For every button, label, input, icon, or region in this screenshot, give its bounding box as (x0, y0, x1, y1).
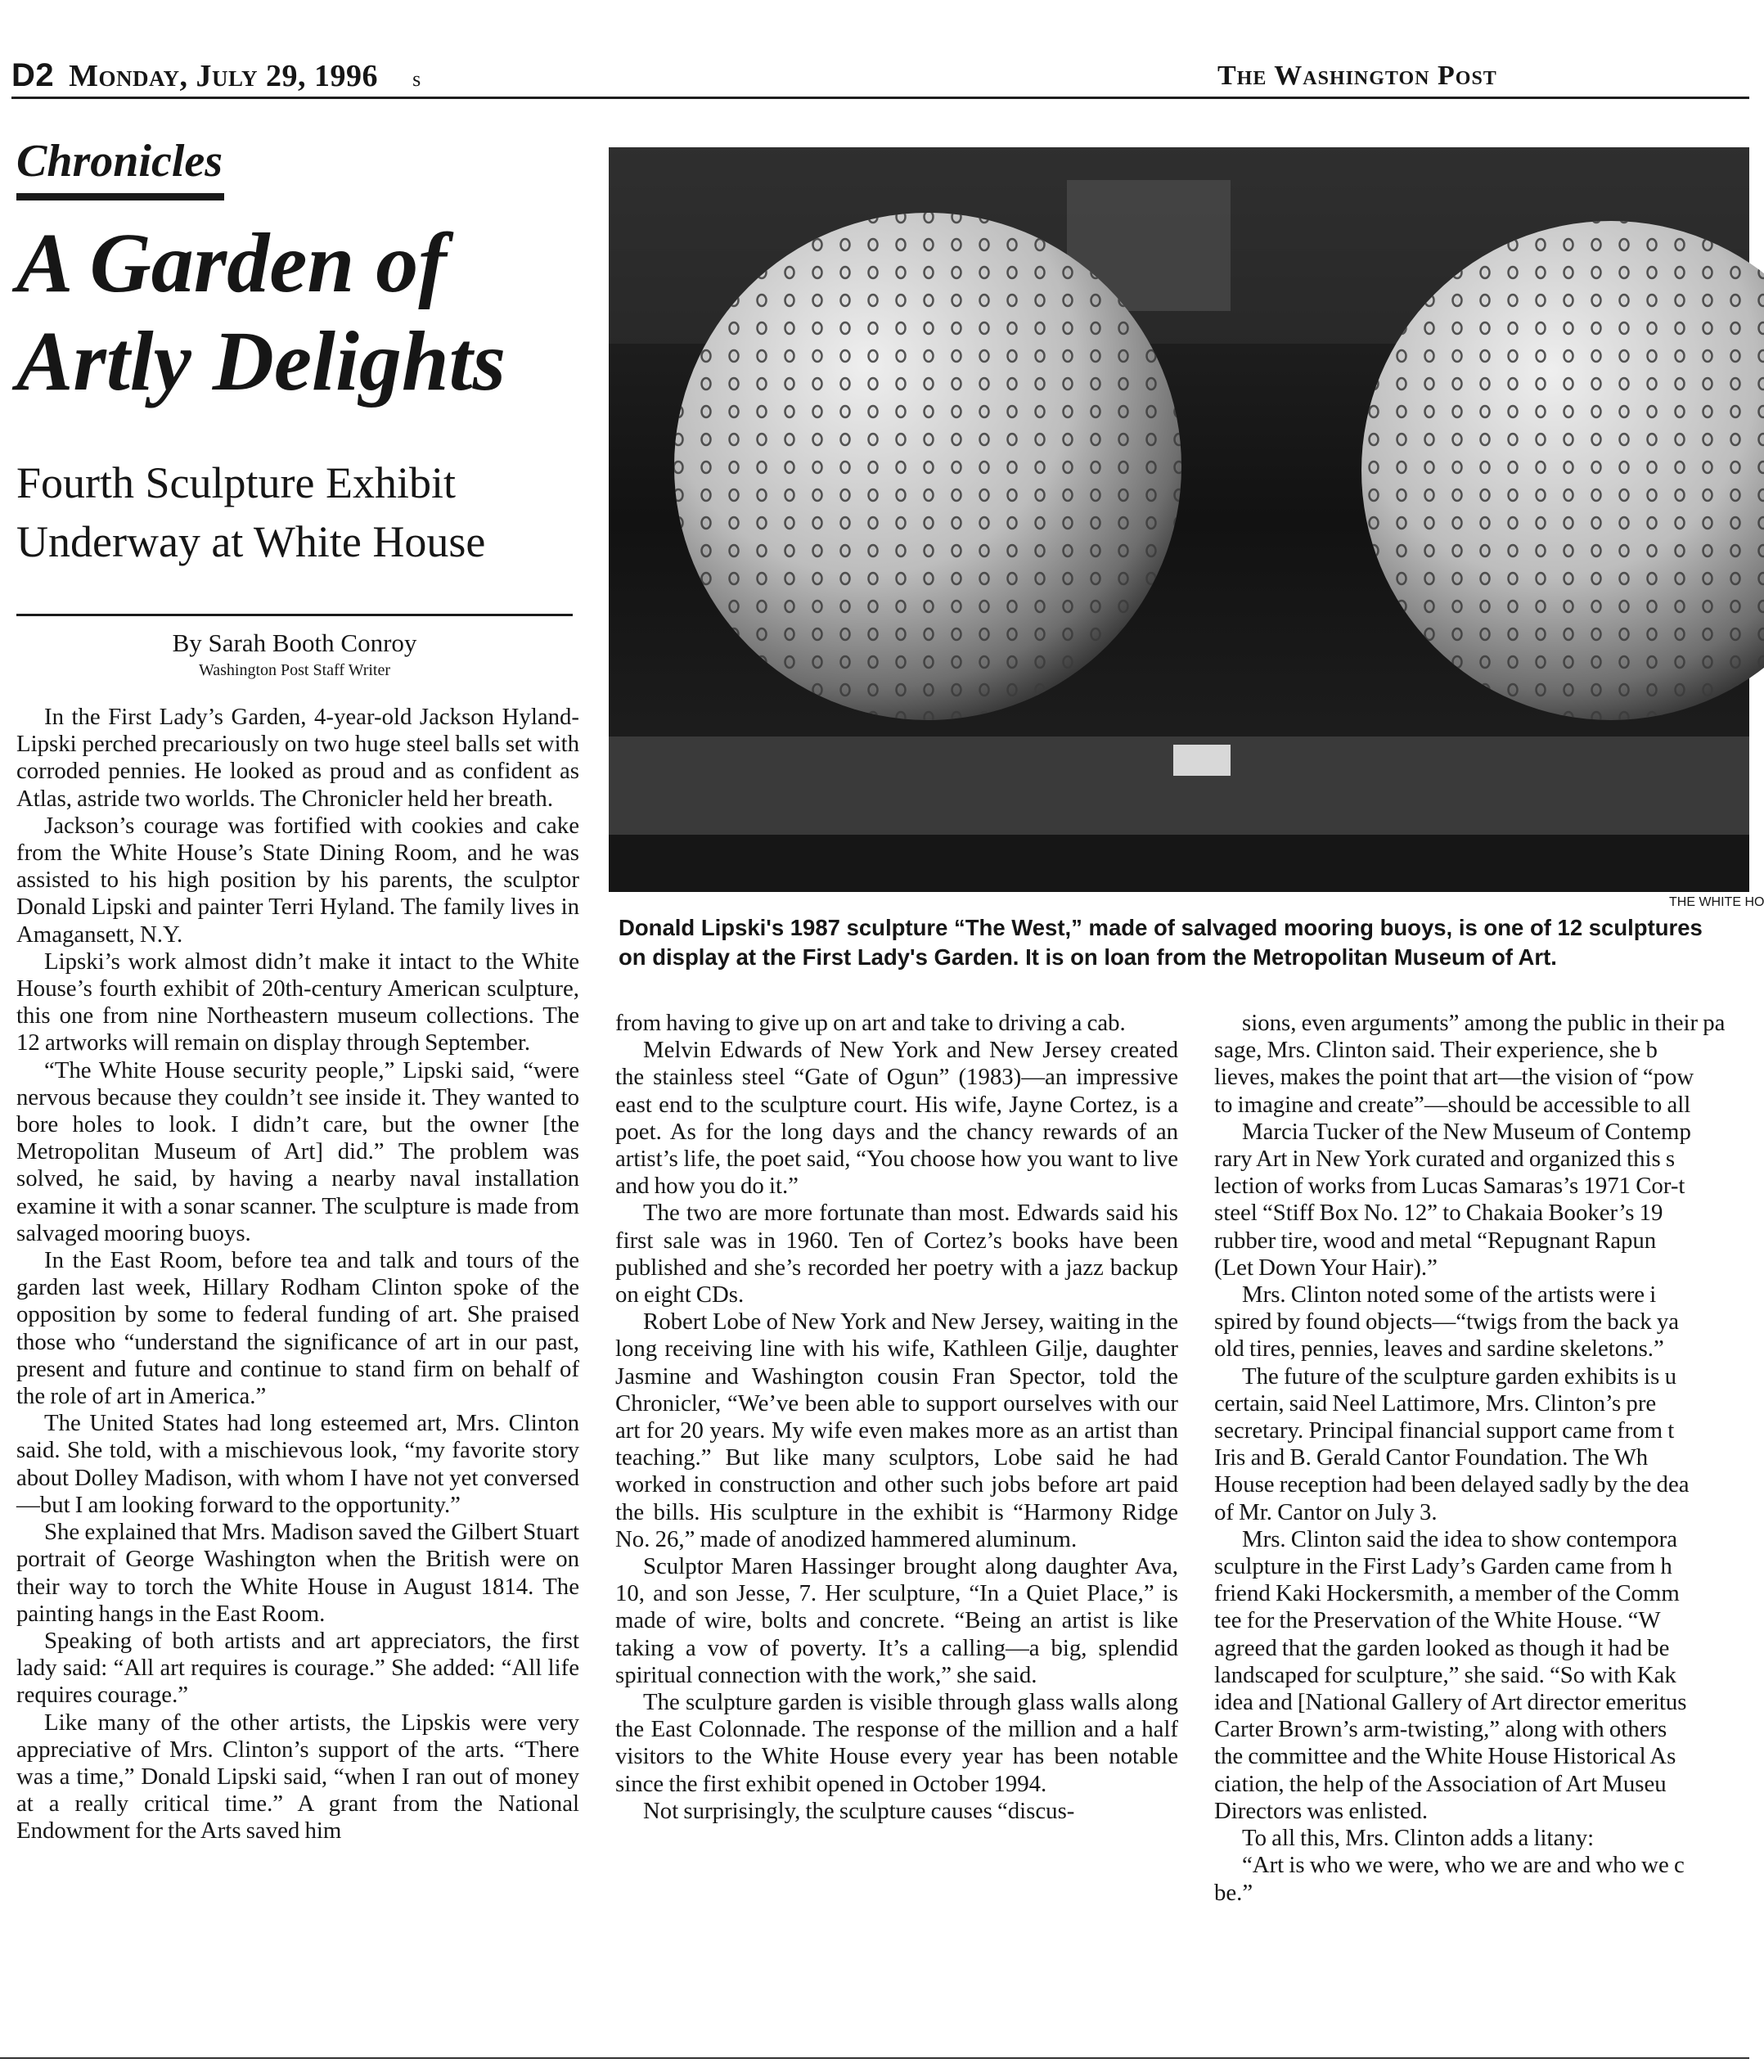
subhead: Fourth Sculpture Exhibit Underway at White House (16, 458, 486, 566)
paragraph: The sculpture garden is visible through glass walls along the East Colonnade. The response of the million and a half visitors to the White House every year has been notable since the first exhibit opened in October 1994. (615, 1689, 1178, 1797)
byline: By Sarah Booth Conroy (172, 628, 417, 657)
section-rule (16, 193, 224, 200)
sculpture-photo (609, 147, 1749, 892)
section-label: Chronicles (16, 136, 223, 187)
headline: A Garden of Artly Delights (16, 216, 506, 408)
paragraph: She explained that Mrs. Madison saved the Gilbert Stuart portrait of George Washington when the British were on their way to torch the White House in August 1814. The painting hangs in the East Room. (16, 1519, 579, 1627)
newspaper-name: The Washington Post (1217, 61, 1497, 91)
paragraph: In the First Lady’s Garden, 4-year-old Jackson Hyland-Lipski perched precariously on two huge steel balls set with corroded pennies. He looked as proud and as confident as Atlas, astride two worlds. The Chronicler held her breath. (16, 704, 579, 812)
byline-title: Washington Post Staff Writer (198, 661, 391, 679)
edition-mark: s (412, 67, 421, 91)
article-column-3 (1214, 1010, 1749, 2033)
paragraph: The future of the sculpture garden exhibits is u certain, said Neel Lattimore, Mrs. Clinton’s pre secretary. Principal financial support came from t Iris and B. Gerald Cantor Foundation. The Wh House reception had been delayed sadly by the dea of Mr. Cantor on July 3. (1214, 1363, 1690, 1525)
paragraph: Robert Lobe of New York and New Jersey, waiting in the long receiving line with his wife, Kathleen Gilje, daughter Jasmine and Washington cousin Fran Spector, told the Chronicler, “We’ve been able to support ourselves with our art for 20 years. My wife even makes more as an artist than teaching.” But like many sculptors, Lobe said he had worked in construction and other such jobs before art paid the bills. His sculpture in the exhibit is “Harmony Ridge No. 26,” made of anodized hammered aluminum. (615, 1309, 1178, 1552)
paragraph: “Art is who we were, who we are and who we c be.” (1214, 1852, 1685, 1906)
paragraph: In the East Room, before tea and talk and tours of the garden last week, Hillary Rodham Clinton spoke of the opposition by some to federal funding of art. She praised those who “understand the significance of art in our past, present and future and continue to stand firm on behalf of the role of art in America.” (16, 1247, 579, 1410)
photo-credit: THE WHITE HO (1669, 895, 1764, 909)
paragraph: Like many of the other artists, the Lipskis were very appreciative of Mrs. Clinton’s support of the arts. “There was a time,” Donald Lipski said, “when I ran out of money at a really critical time.” A grant from the National Endowment for the Arts saved him (16, 1709, 579, 1845)
masthead-left (11, 57, 421, 94)
caption-line-1: Donald Lipski's 1987 sculpture “The West,” made of salvaged mooring buoys, is one of 12 sculptures (619, 915, 1703, 940)
page-bottom-rule (0, 2057, 1749, 2059)
paragraph: from having to give up on art and take to driving a cab. (615, 1010, 1126, 1036)
paragraph: sions, even arguments” among the public in their pa sage, Mrs. Clinton said. Their experience, she b lieves, makes the point that art—the vision of “pow to imagine and create”—should be accessible to all (1214, 1010, 1726, 1118)
masthead-rule (11, 97, 1749, 99)
article-column-1 (16, 704, 579, 2033)
issue-date: Monday, July 29, 1996 (69, 59, 379, 93)
paragraph: Jackson’s courage was fortified with cookies and cake from the White House’s State Dining Room, and he was assisted to his high position by his parents, the sculptor Donald Lipski and painter Terri Hyland. The family lives in Amagansett, N.Y. (16, 812, 579, 948)
paragraph: Speaking of both artists and art appreciators, the first lady said: “All art requires is courage.” She added: “All life requires courage.” (16, 1627, 579, 1709)
paragraph: Sculptor Maren Hassinger brought along daughter Ava, 10, and son Jesse, 7. Her sculpture, “In a Quiet Place,” is made of wire, bolts and concrete. “Being an artist is like taking a vow of poverty. It’s a calling—a big, splendid spiritual connection with the work,” she said. (615, 1553, 1178, 1688)
paragraph: Lipski’s work almost didn’t make it intact to the White House’s fourth exhibit of 20th-century American sculpture, this one from nine Northeastern museum collections. The 12 artworks will remain on display through September. (16, 948, 579, 1056)
paragraph: To all this, Mrs. Clinton adds a litany: (1242, 1825, 1595, 1852)
article-column-2 (615, 1010, 1178, 2033)
paragraph: Mrs. Clinton said the idea to show contempora sculpture in the First Lady’s Garden came from h friend Kaki Hockersmith, a member of the Comm tee for the Preservation of the White House. “W agreed that the garden looked as though it had be landscaped for sculpture,” she said. “So with Kak idea and [National Gallery of Art director emeritus Carter Brown’s arm-twisting,” along with others the committee and the White House Historical As ciation, the help of the Association of Art Museu Directors was enlisted. (1214, 1525, 1687, 1824)
paragraph: Marcia Tucker of the New Museum of Contemp rary Art in New York curated and organized this s lection of works from Lucas Samaras’s 1971 Cor-t steel “Stiff Box No. 12” to Chakaia Booker’s 19 rubber tire, wood and metal “Repugnant Rapun (Let Down Your Hair).” (1214, 1118, 1691, 1281)
paragraph: Not surprisingly, the sculpture causes “discus- (643, 1797, 1075, 1824)
photo-caption (619, 913, 1749, 972)
paragraph: Mrs. Clinton noted some of the artists were i spired by found objects—“twigs from the back ya old tires, pennies, leaves and sardine skeletons.” (1214, 1281, 1679, 1363)
masthead (11, 46, 1749, 95)
caption-line-2: on display at the First Lady's Garden. It is on loan from the Metropolitan Museum of Art. (619, 944, 1557, 970)
paragraph: Melvin Edwards of New York and New Jersey created the stainless steel “Gate of Ogun” (1983)—an impressive east end to the sculpture court. His wife, Jayne Cortez, is a poet. As for the long days and the chancy rewards of an artist’s life, the poet said, “You choose how you want to live and how you do it.” (615, 1037, 1178, 1200)
page-number: D2 (11, 57, 55, 93)
byline-rule (16, 614, 573, 616)
paragraph: The United States had long esteemed art, Mrs. Clinton said. She told, with a mischievous look, “my favorite story about Dolley Madison, with whom I have not yet conversed—but I am looking forward to the opportunity.” (16, 1410, 579, 1518)
paragraph: “The White House security people,” Lipski said, “were nervous because they couldn’t see inside it. They wanted to bore holes to look. I didn’t care, but the owner [the Metropolitan Museum of Art] did.” The problem was solved, he said, by having a nearby naval installation examine it with a sonar scanner. The sculpture is made from salvaged mooring buoys. (16, 1056, 579, 1246)
photo-two-spheres-illustration (609, 147, 1749, 892)
paragraph: The two are more fortunate than most. Edwards said his first sale was in 1960. Ten of Cortez’s books have been published and she’s recorded her poetry with a jazz backup on eight CDs. (615, 1200, 1178, 1309)
